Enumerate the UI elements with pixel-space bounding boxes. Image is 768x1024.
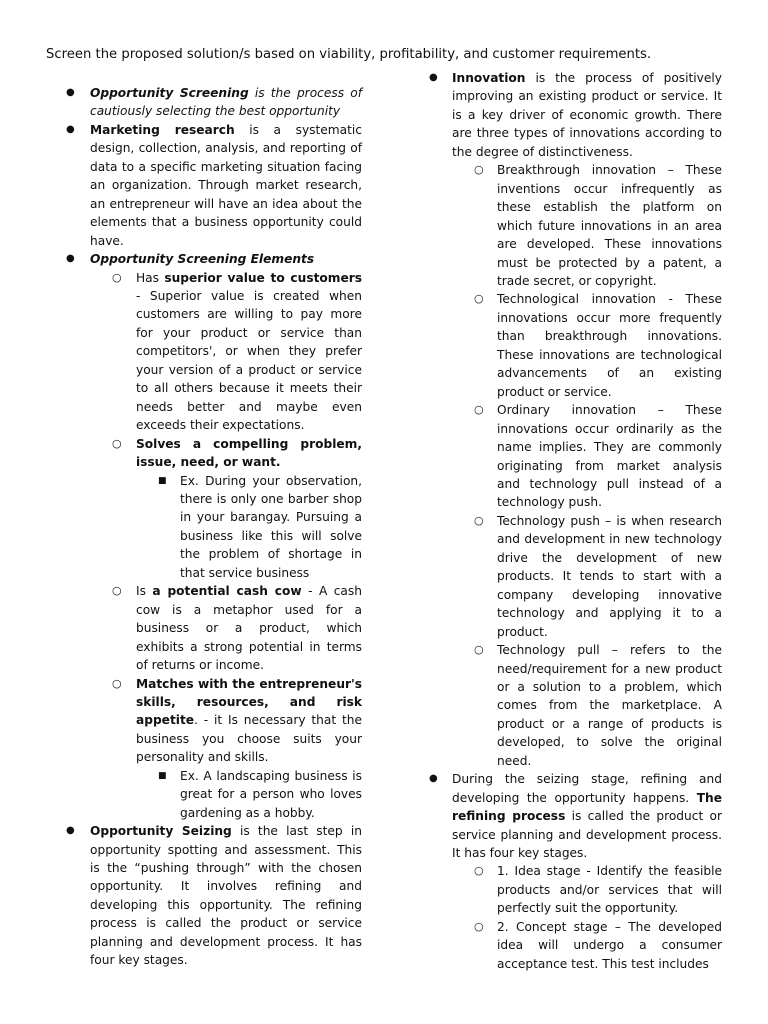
page-heading: Screen the proposed solution/s based on viability, profitability, and customer requirements. [46,47,652,62]
circle-marker: ○ [112,436,122,450]
definition-text: Ordinary innovation – These innovations occur ordinarily as the name implies. They are commonly originating from market analysis and technology pull instead of a technology push. [497,403,722,510]
right-column [424,69,722,973]
list-item-concept-stage [424,918,722,973]
bullet-marker: ● [429,773,438,785]
list-item-innovation [424,69,722,161]
list-item-cash-cow [60,582,362,674]
circle-marker: ○ [112,270,122,284]
circle-marker: ○ [474,643,484,657]
definition-text: Technology pull – refers to the need/requirement for a new product or a solution to a problem, which comes from the marketplace. A product or a range of products is developed, to solve the original need. [497,643,722,768]
list-item-marketing-research [60,121,362,250]
bullet-marker: ● [66,87,75,98]
list-item-matches-skills [60,675,362,767]
definition-text: is the process of positively improving an existing product or service. It is a key driver of economic growth. There are three types of innovations according to the degree of distinctiveness. [452,71,722,159]
definition-text: . - it Is necessary that the business you choose suits your personality and skills. [136,713,362,765]
list-item-screening-elements [60,250,362,268]
prefix-text: Is [136,584,153,599]
circle-marker: ○ [112,676,122,690]
list-item-technology-push [424,512,722,641]
definition-text: is the process of cautiously selecting the best opportunity [90,86,362,119]
circle-marker: ○ [474,919,484,933]
definition-text: Breakthrough innovation – These inventions occur infrequently as these establish the platform on which future innovations in an area are developed. These innovations must be protected by a patent, a trade secret, or copyright. [497,163,722,288]
term-innovation: Innovation [452,71,526,85]
bullet-marker: ● [66,825,75,837]
list-item-technology-pull [424,641,722,770]
term-marketing-research: Marketing research [90,122,235,137]
list-item-idea-stage [424,862,722,917]
definition-text: 2. Concept stage – The developed idea will undergo a consumer acceptance test. This test includes [497,919,722,971]
definition-text: is called the product or service planning and development process. It has four key stages. [452,809,722,861]
example-text: Ex. During your observation, there is only one barber shop in your barangay. Pursuing a business like this will solve the problem of shortage in that service business [180,473,362,580]
bullet-marker: ● [66,123,75,135]
definition-text: - Superior value is created when customers are willing to pay more for your product or service than competitors', or when they prefer your version of a product or service to all others because it meets their needs better and maybe even exceeds their expectations. [136,288,362,433]
circle-marker: ○ [112,584,122,598]
left-column [60,84,362,970]
list-item-opportunity-seizing [60,822,362,970]
term-cash-cow: a potential cash cow [152,584,302,599]
term-refining-process: The refining process [452,790,722,824]
list-item-barber-example [60,472,362,583]
square-marker: ■ [158,770,167,781]
example-text: Ex. A landscaping business is great for a person who loves gardening as a hobby. [180,768,362,820]
bullet-marker: ● [66,253,75,265]
term-superior-value: superior value to customers [164,270,363,285]
prefix-text: Has [136,270,165,285]
list-item-seizing-stage [424,770,722,862]
circle-marker: ○ [474,163,484,177]
term-compelling-problem: Solves a compelling problem, issue, need, or want. [136,436,362,470]
circle-marker: ○ [474,513,484,527]
term-matches-skills: Matches with the entrepreneur's skills, resources, and risk appetite [136,676,362,728]
list-item-landscaping-example [60,767,362,822]
list-item-breakthrough-innovation [424,161,722,290]
definition-text: is the last step in opportunity spotting and assessment. This is the “pushing through” with the chosen opportunity. It involves refining and developing this opportunity. The refining process is called the product or service planning and development process. It has four key stages. [90,824,362,968]
bullet-marker: ● [429,72,438,83]
list-item-technological-innovation [424,290,722,401]
circle-marker: ○ [474,292,484,306]
definition-text: 1. Idea stage - Identify the feasible products and/or services that will perfectly suit the opportunity. [497,864,722,916]
section-heading-screening-elements: Opportunity Screening Elements [90,252,315,267]
prefix-text: During the seizing stage, refining and developing the opportunity happens. [452,772,722,805]
term-opportunity-seizing: Opportunity Seizing [90,824,232,839]
list-item-compelling-problem [60,435,362,472]
list-item-opportunity-screening [60,84,362,121]
definition-text: - A cash cow is a metaphor used for a business or a product, which exhibits a strong potential in terms of returns or income. [136,584,362,673]
definition-text: Technological innovation - These innovations occur more frequently than breakthrough innovations. These innovations are technological advancements of an existing product or service. [497,292,722,399]
circle-marker: ○ [474,864,484,878]
square-marker: ■ [158,475,167,486]
list-item-ordinary-innovation [424,401,722,512]
circle-marker: ○ [474,403,484,417]
term-opportunity-screening: Opportunity Screening [90,86,249,100]
list-item-superior-value [60,269,362,435]
definition-text: is a systematic design, collection, analysis, and reporting of data to a specific marketing situation facing an organization. Through market research, an entrepreneur will have an idea about the elements that a business opportunity could have. [90,122,362,248]
definition-text: Technology push – is when research and development in new technology drive the development of new products. It tends to start with a company developing innovative technology and applying it to a product. [497,513,722,639]
